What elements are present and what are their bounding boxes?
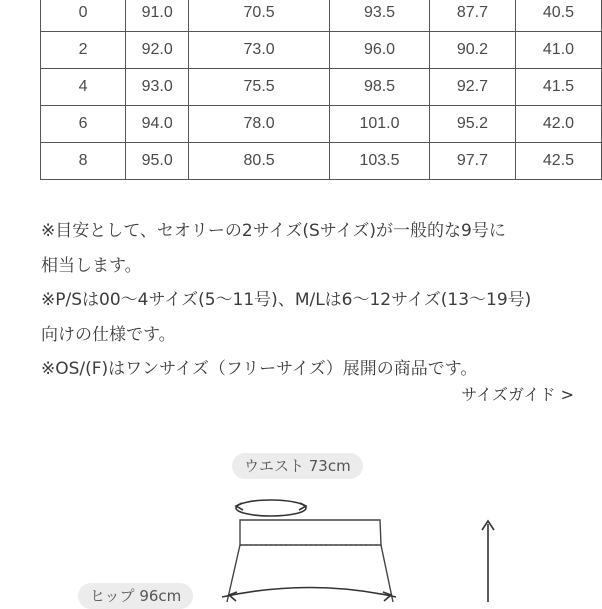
note-line: ※OS/(F)はワンサイズ（フリーサイズ）展開の商品です。 [41,359,478,379]
table-cell: 40.5 [515,0,601,32]
table-cell: 92.0 [126,32,189,69]
table-cell: 91.0 [126,0,189,32]
table-cell: 41.5 [515,69,601,106]
table-cell: 95.2 [429,106,515,143]
table-cell: 92.7 [429,69,515,106]
table-cell: 42.0 [515,106,601,143]
table-cell: 78.0 [189,106,330,143]
table-cell: 93.5 [330,0,430,32]
table-cell: 90.2 [429,32,515,69]
table-cell: 8 [41,143,126,180]
table-cell: 70.5 [189,0,330,32]
hip-measure-arrow [222,588,396,602]
table-cell: 93.0 [126,69,189,106]
waist-label: ウエスト 73cm [232,453,363,479]
table-cell: 2 [41,32,126,69]
size-guide-link[interactable]: サイズガイド > [461,385,574,404]
table-cell: 41.0 [515,32,601,69]
table-cell: 0 [41,0,126,32]
table-cell: 42.5 [515,143,601,180]
note-line: 向けの仕様です。 [41,324,176,345]
table-cell: 6 [41,106,126,143]
length-arrow [482,521,494,602]
hip-label: ヒップ 96cm [78,583,193,609]
table-cell: 101.0 [330,106,430,143]
note-line: 相当します。 [41,255,142,276]
table-cell: 103.5 [330,143,430,180]
table-cell: 94.0 [126,106,189,143]
table-cell: 80.5 [189,143,330,180]
table-cell: 97.7 [429,143,515,180]
waist-measure-arrow [236,500,306,516]
table-cell: 95.0 [126,143,189,180]
table-cell: 75.5 [189,69,330,106]
skirt-outline [227,520,393,602]
note-line: ※P/Sは00〜4サイズ(5〜11号)、M/Lは6〜12サイズ(13〜19号) [41,290,532,310]
table-cell: 98.5 [330,69,430,106]
note-line: ※目安として、セオリーの2サイズ(Sサイズ)が一般的な9号に [41,221,506,241]
table-cell: 4 [41,69,126,106]
table-cell: 87.7 [429,0,515,32]
table-cell: 73.0 [189,32,330,69]
table-cell: 96.0 [330,32,430,69]
